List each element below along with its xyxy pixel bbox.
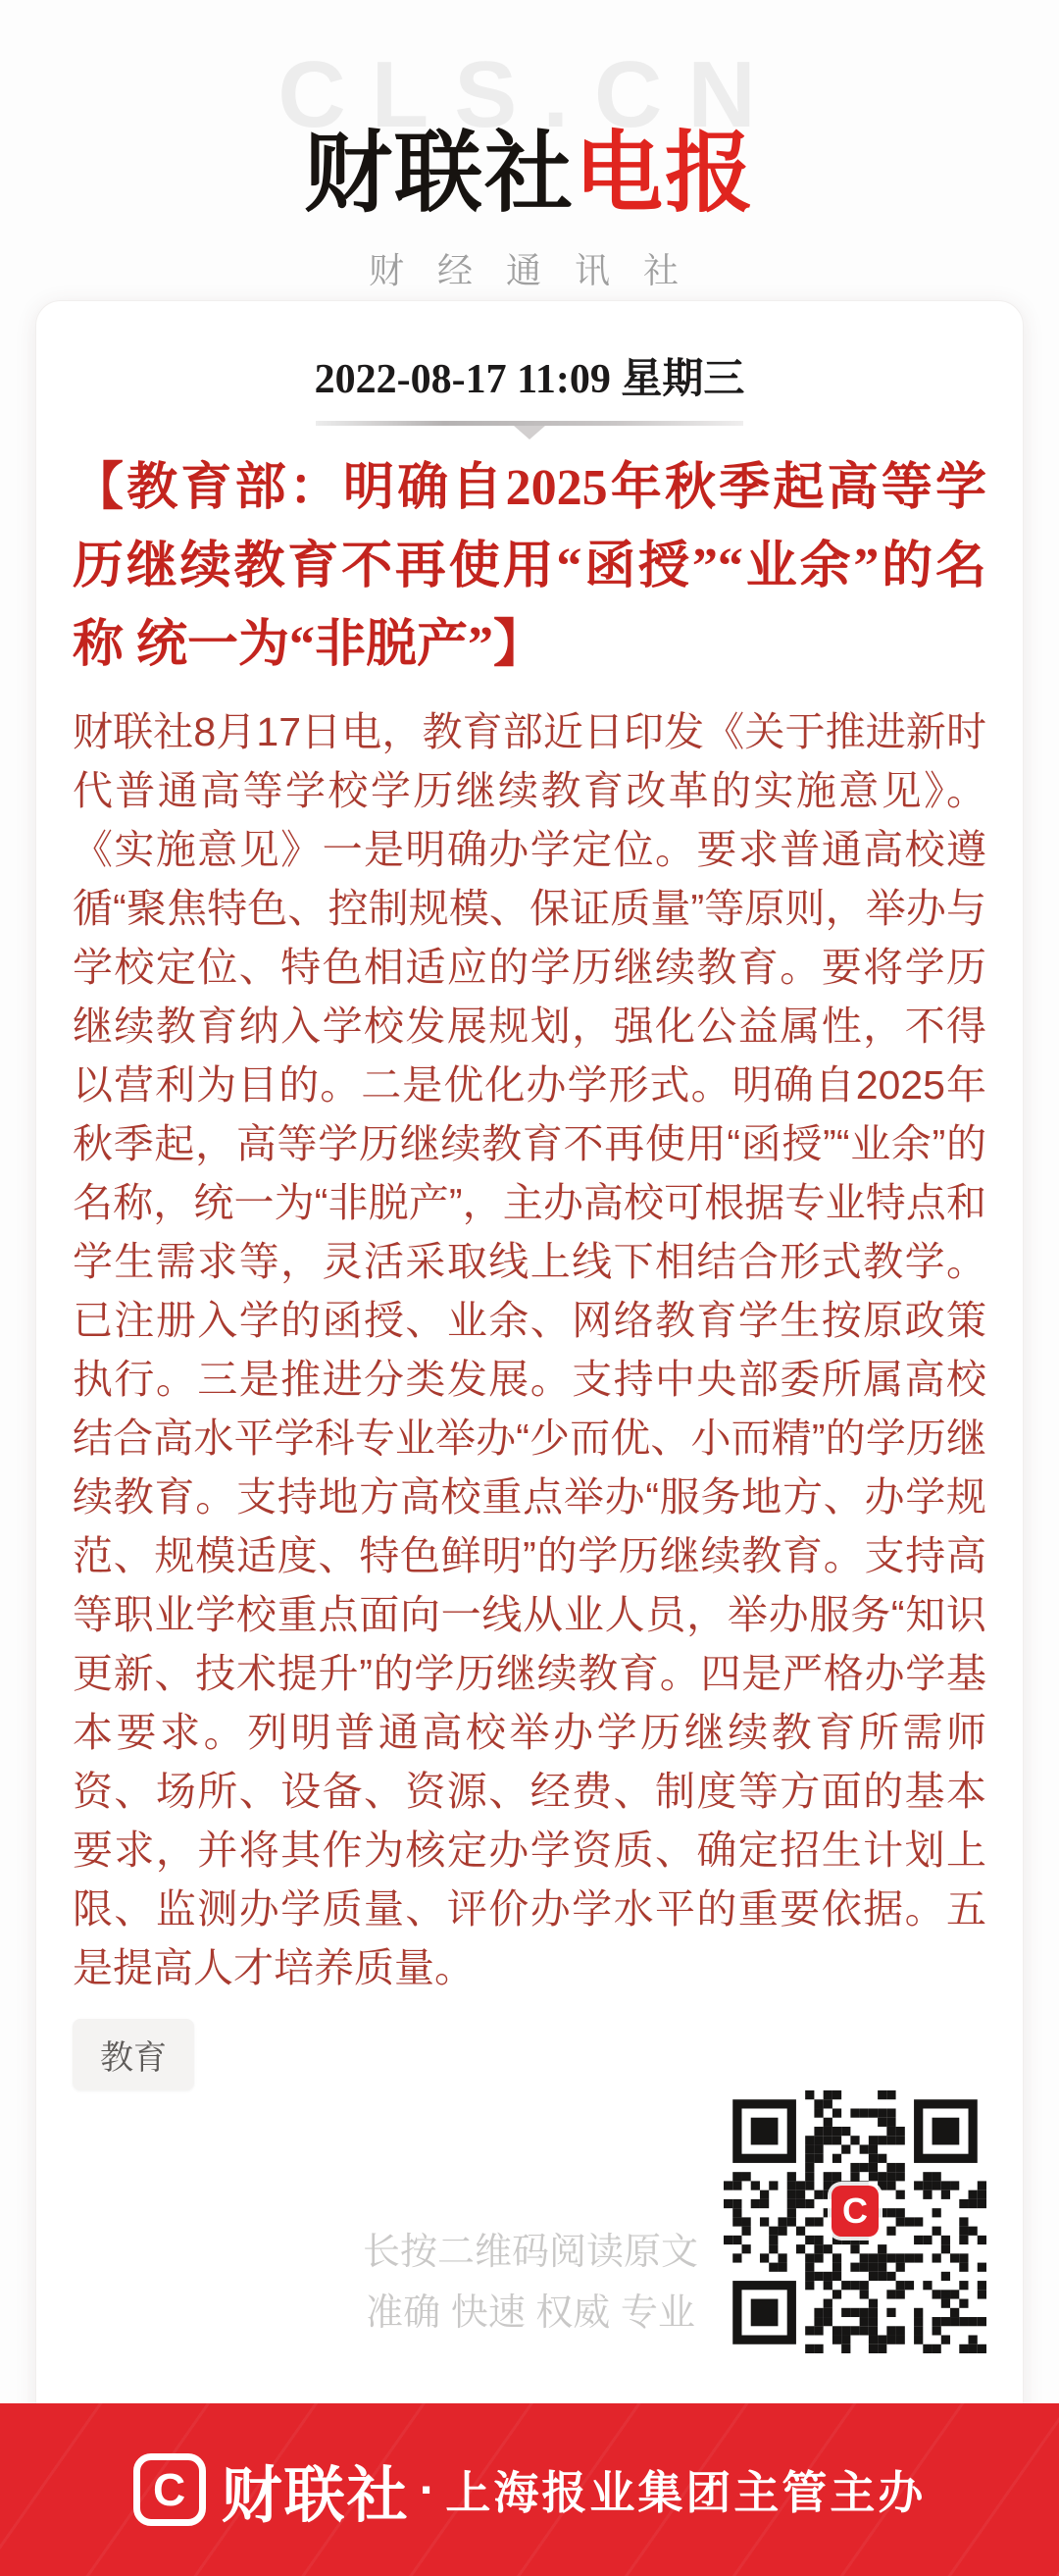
cls-watermark: CLS.CN xyxy=(277,42,782,147)
footer-content xyxy=(133,2447,927,2534)
footer-brand-text: 财联社 xyxy=(221,2461,410,2530)
article-body: 财联社8月17日电，教育部近日印发《关于推进新时代普通高等学校学历继续教育改革的实施意见》。《实施意见》一是明确办学定位。要求普通高校遵循“聚焦特色、控制规模、保证质量”等原则，举办与学校定位、特色相适应的学历继续教育。要将学历继续教育纳入学校发展规划，强化公益属性，不得以营利为目的。二是优化办学形式。明确自2025年秋季起，高等学历继续教育不再使用“函授”“业余”的名称，统一为“非脱产”，主办高校可根据专业特点和学生需求等，灵活采取线上线下相结合形式教学。已注册入学的函授、业余、网络教育学生按原政策执行。三是推进分类发展。支持中央部委所属高校结合高水平学科专业举办“少而优、小而精”的学历继续教育。支持地方高校重点举办“服务地方、办学规范、规模适度、特色鲜明”的学历继续教育。支持高等职业学校重点面向一线从业人员，举办服务“知识更新、技术提升”的学历继续教育。四是严格办学基本要求。列明普通高校举办学历继续教育所需师资、场所、设备、资源、经费、制度等方面的基本要求，并将其作为核定办学资质、确定招生计划上限、监测办学质量、评价办学水平的重要依据。五是提高人才培养质量。 xyxy=(73,709,986,1990)
qr-code[interactable] xyxy=(724,2090,986,2353)
divider-with-notch xyxy=(316,421,743,426)
tag-education[interactable]: 教育 xyxy=(73,2019,194,2090)
qr-caption-line1: 长按二维码阅读原文 xyxy=(362,2232,698,2273)
publish-date: 2022-08-17 11:09 星期三 xyxy=(314,357,745,402)
app-logo xyxy=(0,125,1059,223)
tag-row xyxy=(73,2019,986,2090)
footer-slogan-text: 上海报业集团主管主办 xyxy=(445,2467,927,2518)
qr-caption-line2: 准确 快速 权威 专业 xyxy=(366,2293,695,2334)
logo-product-text: 电报 xyxy=(575,125,755,223)
logo-subtitle: 财 经 通 讯 社 xyxy=(368,250,690,290)
qr-center-logo: C xyxy=(832,2186,879,2237)
footer-banner xyxy=(0,2403,1059,2576)
header xyxy=(0,0,1059,296)
logo-brand-text: 财联社 xyxy=(304,125,575,223)
cailianshe-logo-icon: C xyxy=(133,2453,206,2526)
qr-captions xyxy=(363,2222,698,2344)
telegram-card xyxy=(35,300,1024,2439)
qr-section xyxy=(73,2090,986,2353)
headline: 【教育部：明确自2025年秋季起高等学历继续教育不再使用“函授”“业余”的名称 统一为“非脱产”】 xyxy=(73,460,986,673)
footer-separator: · xyxy=(419,2462,436,2517)
